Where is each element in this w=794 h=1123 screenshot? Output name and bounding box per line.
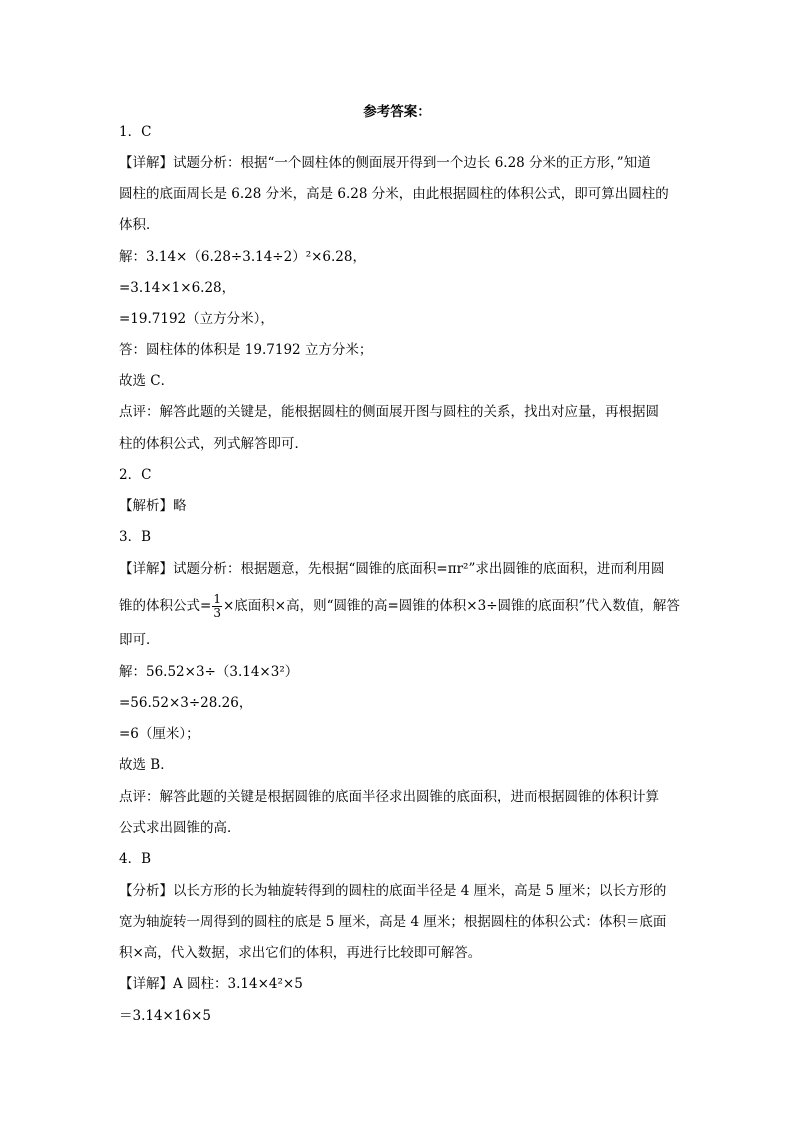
q1-line-4: 解：3.14×（6.28÷3.14÷2）²×6.28，	[119, 249, 366, 265]
one-third-fraction	[212, 593, 222, 620]
q1-line-8: 故选 C．	[119, 373, 175, 389]
q1-head: 1．C	[119, 124, 152, 140]
fraction-numerator: 1	[213, 592, 221, 606]
q3-head: 3．B	[119, 529, 152, 545]
q3-line-6: =6（厘米）；	[119, 726, 200, 742]
q3-line-2	[119, 593, 680, 620]
q3-line-3: 即可．	[119, 632, 160, 648]
q1-line-5: =3.14×1×6.28，	[119, 280, 236, 296]
q2-head: 2．C	[119, 467, 152, 483]
q1-line-7: 答：圆柱体的体积是 19.7192 立方分米；	[119, 342, 373, 358]
q3-line-2-end: ×底面积×高，则“圆锥的高=圆锥的体积×3÷圆锥的底面积”代入数值，解答	[222, 598, 680, 614]
q3-line-9: 公式求出圆锥的高．	[119, 820, 241, 836]
q1-line-1: 【详解】试题分析：根据“一个圆柱体的侧面展开得到一个边长 6.28 分米的正方形，”知道	[119, 155, 651, 171]
q4-line-3: 积×高，代入数据，求出它们的体积，再进行比较即可解答。	[119, 945, 482, 961]
q2-line-1: 【解析】略	[119, 498, 187, 514]
q1-line-6: =19.7192（立方分米），	[119, 311, 274, 327]
page-title: 参考答案：	[363, 104, 431, 120]
q3-line-2-start: 锥的体积公式=	[119, 598, 212, 614]
q3-line-8: 点评：解答此题的关键是根据圆锥的底面半径求出圆锥的底面积，进而根据圆锥的体积计算	[119, 789, 659, 805]
q3-line-1: 【详解】试题分析：根据题意，先根据“圆锥的底面积=πr²”求出圆锥的底面积，进而利用圆	[119, 561, 665, 577]
q1-line-10: 柱的体积公式，列式解答即可．	[119, 436, 308, 452]
q4-line-2: 宽为轴旋转一周得到的圆柱的底是 5 厘米，高是 4 厘米；根据圆柱的体积公式：体积＝底面	[119, 914, 667, 930]
q3-line-5: =56.52×3÷28.26，	[119, 695, 253, 711]
q1-line-3: 体积．	[119, 217, 160, 233]
q4-head: 4．B	[119, 851, 152, 867]
q4-line-5: ＝3.14×16×5	[119, 1008, 211, 1024]
q3-line-4: 解：56.52×3÷（3.14×3²）	[119, 664, 299, 680]
q3-line-7: 故选 B．	[119, 757, 174, 773]
q4-line-4: 【详解】A 圆柱：3.14×4²×5	[119, 976, 303, 992]
q4-line-1: 【分析】以长方形的长为轴旋转得到的圆柱的底面半径是 4 厘米，高是 5 厘米；以长方形的	[119, 883, 667, 899]
q1-line-2: 圆柱的底面周长是 6.28 分米，高是 6.28 分米，由此根据圆柱的体积公式，即可算出圆柱的	[119, 186, 669, 202]
fraction-denominator: 3	[213, 606, 221, 620]
q1-line-9: 点评：解答此题的关键是，能根据圆柱的侧面展开图与圆柱的关系，找出对应量，再根据圆	[119, 404, 659, 420]
